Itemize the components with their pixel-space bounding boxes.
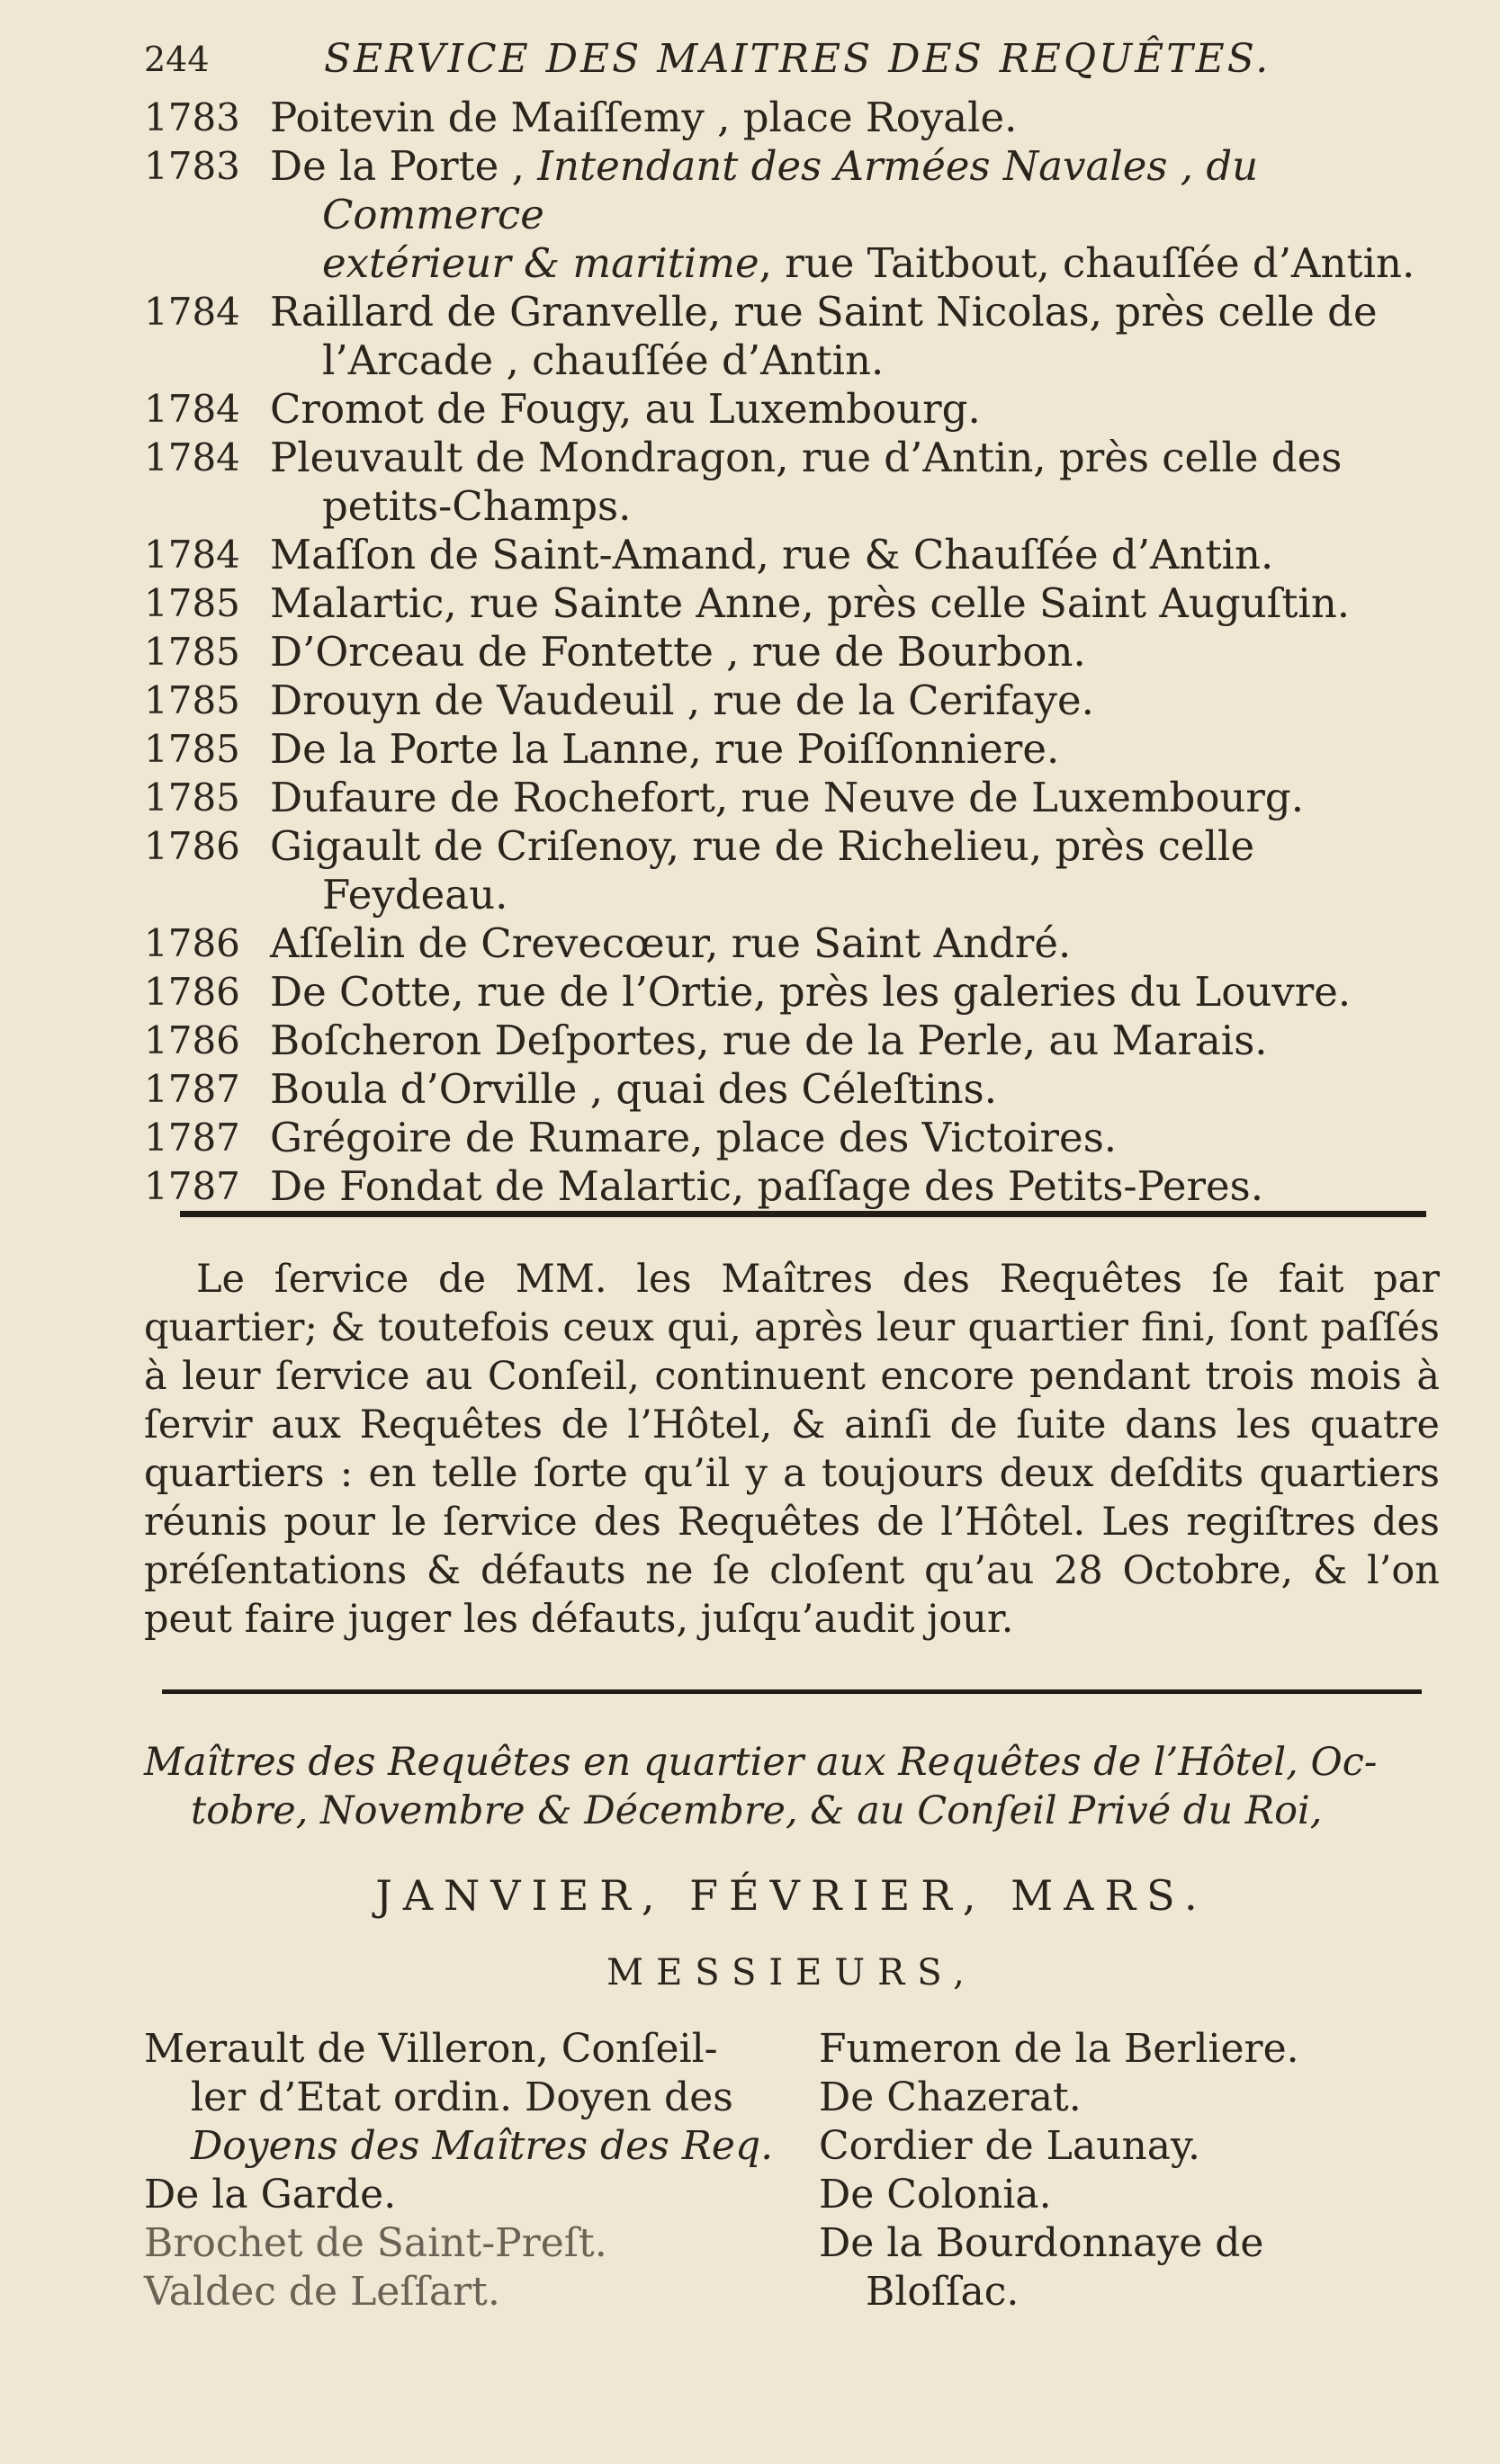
- list-item: [144, 919, 1449, 968]
- entry-text: Cromot de Fougy, au Luxembourg.: [270, 385, 981, 433]
- list-item: [144, 434, 1449, 531]
- entry-text: De Fondat de Malartic, paſſage des Petits-Peres.: [270, 1162, 1264, 1210]
- entry-line: Pleuvault de Mondragon, rue d’Antin, près celle des: [270, 434, 1343, 481]
- months-heading: JANVIER, FÉVRIER, MARS.: [375, 1871, 1208, 1920]
- list-item: [144, 385, 1449, 434]
- list-item: De Colonia.: [819, 2172, 1052, 2218]
- quarter-caption: [144, 1738, 1440, 1835]
- list-item: [144, 774, 1449, 822]
- entry-year: 1784: [144, 435, 240, 479]
- entry-year: 1787: [144, 1164, 240, 1208]
- list-item: [144, 725, 1449, 774]
- list-item: Doyens des Maîtres des Req.: [191, 2123, 774, 2169]
- list-item: [144, 1114, 1449, 1162]
- left-name-column: [144, 2025, 774, 2316]
- entry-text-part: , rue Taitbout, chauſſée d’Antin.: [759, 239, 1415, 287]
- entry-year: 1784: [144, 533, 240, 577]
- entry-year: 1785: [144, 581, 240, 625]
- divider: [162, 1689, 1422, 1694]
- list-item: Bloſſac.: [866, 2269, 1019, 2315]
- list-item: [144, 2074, 774, 2122]
- list-item: [144, 1065, 1449, 1114]
- entry-text: Malartic, rue Sainte Anne, près celle Saint Auguſtin.: [270, 579, 1351, 627]
- list-item: [144, 1162, 1449, 1211]
- entry-line: l’Arcade , chauſſée d’Antin.: [322, 336, 885, 384]
- list-item: [144, 676, 1449, 725]
- list-item: [144, 579, 1449, 628]
- list-item: De la Bourdonnaye de: [819, 2220, 1264, 2266]
- entry-year: 1784: [144, 387, 240, 431]
- entry-text: De Cotte, rue de l’Ortie, près les galeries du Louvre.: [270, 968, 1352, 1016]
- page-number: 244: [144, 40, 210, 79]
- entry-year: 1785: [144, 678, 240, 722]
- list-item: [144, 288, 1449, 385]
- entry-year: 1784: [144, 290, 240, 334]
- entry-text: [270, 142, 1449, 288]
- list-item: [144, 822, 1449, 919]
- list-item: [144, 628, 1449, 676]
- list-item: Valdec de Leſſart.: [144, 2269, 500, 2315]
- list-item: [144, 531, 1449, 579]
- entry-text: Maſſon de Saint-Amand, rue & Chauſſée d’Antin.: [270, 531, 1274, 578]
- entry-text: [270, 434, 1449, 531]
- messieurs-heading: MESSIEURS,: [606, 1952, 977, 1994]
- entry-text: [270, 822, 1449, 919]
- entry-text: Boſcheron Deſportes, rue de la Perle, au Marais.: [270, 1017, 1268, 1064]
- entry-year: 1786: [144, 921, 240, 965]
- list-item: [144, 142, 1449, 288]
- entry-text: Boula d’Orville , quai des Céleſtins.: [270, 1065, 998, 1113]
- entry-line: petits-Champs.: [322, 482, 632, 530]
- entry-year: 1783: [144, 95, 240, 139]
- entry-text: D’Orceau de Fontette , rue de Bourbon.: [270, 628, 1086, 676]
- list-item: De Chazerat.: [819, 2074, 1082, 2120]
- list-item: [144, 1017, 1449, 1065]
- entry-line: Raillard de Granvelle, rue Saint Nicolas, près celle de: [270, 288, 1378, 336]
- right-name-column: [819, 2025, 1449, 2316]
- entry-year: 1786: [144, 824, 240, 868]
- list-item: [144, 94, 1449, 142]
- entry-year: 1785: [144, 775, 240, 820]
- running-header: [135, 36, 1269, 86]
- entry-year: 1785: [144, 630, 240, 674]
- entry-text: Drouyn de Vaudeuil , rue de la Cerifaye.: [270, 676, 1094, 724]
- entry-year: 1787: [144, 1067, 240, 1111]
- divider: [180, 1211, 1426, 1217]
- caption-line: tobre, Novembre & Décembre, & au Conſeil Privé du Roi,: [191, 1788, 1323, 1833]
- entry-line: Gigault de Criſenoy, rue de Richelieu, près celle: [270, 822, 1255, 870]
- entry-text: Poitevin de Maiſſemy , place Royale.: [270, 94, 1018, 141]
- entry-year: 1783: [144, 144, 240, 188]
- list-item: [144, 968, 1449, 1017]
- list-item: Brochet de Saint-Preſt.: [144, 2220, 607, 2266]
- list-item: Fumeron de la Berliere.: [819, 2026, 1299, 2072]
- entry-text: Grégoire de Rumare, place des Victoires.: [270, 1114, 1118, 1161]
- list-item: Cordier de Launay.: [819, 2123, 1201, 2169]
- entry-year: 1786: [144, 1018, 240, 1062]
- entry-year: 1785: [144, 727, 240, 771]
- entry-text-part: De la Porte ,: [270, 142, 538, 190]
- service-paragraph: Le ſervice de MM. les Maîtres des Requêtes ſe fait par quartier; & toutefois ceux qui, après leur quartier fini, ſont paſſés à leur ſervice au Conſeil, continuent encore pendant trois mois à ſervir aux Requêtes de l’Hôtel, & ainſi de ſuite dans les quatre quartiers : en telle ſorte qu’il y a toujours deux deſdits quartiers réunis pour le ſervice des Requêtes de l’Hôtel. Les regiſtres des préſentations & défauts ne ſe cloſent qu’au 28 Octobre, & l’on peut faire juger les défauts, juſqu’audit jour.: [144, 1257, 1440, 1642]
- entry-text: Aſſelin de Crevecœur, rue Saint André.: [270, 919, 1072, 967]
- entries-list: [144, 94, 1449, 1211]
- entry-text: De la Porte la Lanne, rue Poiſſonniere.: [270, 725, 1060, 773]
- entry-text: Dufaure de Rochefort, rue Neuve de Luxembourg.: [270, 774, 1305, 821]
- entry-text-italic: extérieur & maritime: [322, 239, 759, 287]
- entry-text: [270, 288, 1449, 385]
- caption-line: Maîtres des Requêtes en quartier aux Requêtes de l’Hôtel, Oc-: [144, 1740, 1378, 1785]
- list-item: Merault de Villeron, Conſeil-: [144, 2026, 718, 2072]
- page-title: SERVICE DES MAITRES DES REQUÊTES.: [324, 36, 1271, 82]
- entry-year: 1787: [144, 1116, 240, 1160]
- entry-line: Feydeau.: [322, 871, 508, 918]
- list-item: De la Garde.: [144, 2172, 397, 2218]
- entry-text-italic: Intendant des Armées Navales , du Commerce: [322, 142, 1271, 238]
- entry-year: 1786: [144, 970, 240, 1014]
- list-item-text: ler d’Etat ordin. Doyen des: [191, 2074, 733, 2120]
